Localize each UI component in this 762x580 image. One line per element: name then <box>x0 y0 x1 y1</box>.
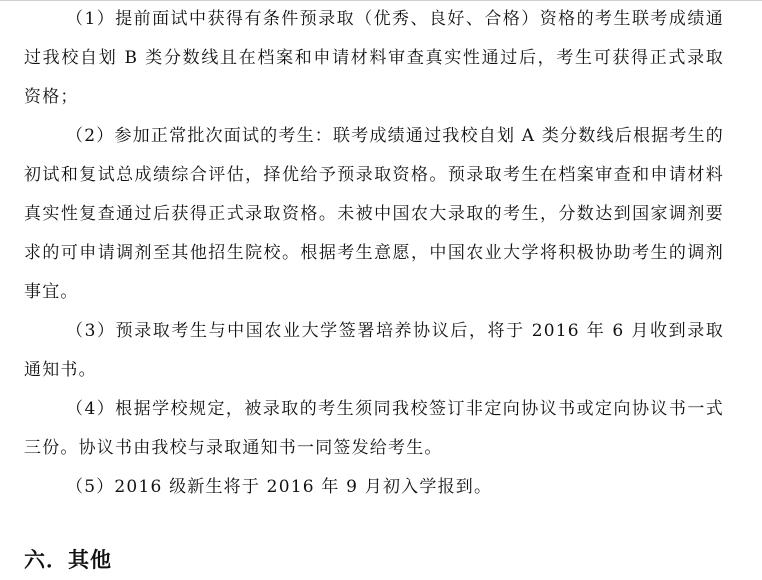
paragraph-item-4: （4）根据学校规定，被录取的考生须同我校签订非定向协议书或定向协议书一式三份。协议书由我校与录取通知书一同签发给考生。 <box>24 399 724 458</box>
section-heading: 六．其他 <box>24 547 112 572</box>
document-body <box>24 0 724 507</box>
paragraph-item-3: （3）预录取考生与中国农业大学签署培养协议后，将于 2016 年 6 月收到录取通知书。 <box>24 321 724 380</box>
paragraph-item-2: （2）参加正常批次面试的考生：联考成绩通过我校自划 A 类分数线后根据考生的初试和复试总成绩综合评估，择优给予预录取资格。预录取考生在档案审查和申请材料真实性复查通过后获得正式录取资格。未被中国农大录取的考生，分数达到国家调剂要求的可申请调剂至其他招生院校。根据考生意愿，中国农业大学将积极协助考生的调剂事宜。 <box>24 126 724 302</box>
paragraph-item-5: （5）2016 级新生将于 2016 年 9 月初入学报到。 <box>66 477 493 497</box>
paragraph-item-1: （1）提前面试中获得有条件预录取（优秀、良好、合格）资格的考生联考成绩通过我校自划 B 类分数线且在档案和申请材料审查真实性通过后，考生可获得正式录取资格； <box>24 9 724 107</box>
